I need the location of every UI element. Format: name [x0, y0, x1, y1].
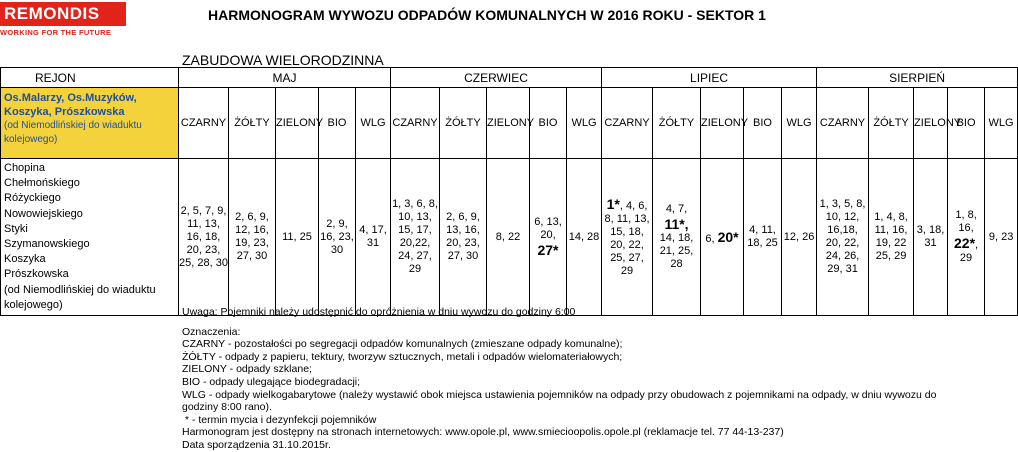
col-wlg: WLG	[782, 88, 817, 159]
month-header-maj: MAJ	[179, 68, 391, 88]
street-group-2	[1, 159, 179, 316]
street-group-1	[1, 88, 179, 159]
street-name: Koszyka	[4, 253, 46, 266]
col-zielony: ZIELONY	[701, 88, 744, 159]
logo-tagline: WORKING FOR THE FUTURE	[0, 28, 112, 37]
note-date: Data sporządzenia 31.10.2015r.	[182, 438, 331, 451]
col-zielony: ZIELONY	[487, 88, 530, 159]
lipiec-czarny-dates-b: , 4, 6, 8, 11, 13, 15, 18, 20, 22, 25, 27, 29	[604, 200, 650, 278]
legend-bio: BIO - odpady ulegające biodegradacji;	[182, 375, 361, 388]
lipiec-zolty-dates	[653, 159, 701, 316]
month-header-lipiec: LIPIEC	[602, 68, 817, 88]
lipiec-zielony-dates-b: 20*	[717, 228, 739, 245]
schedule-row	[1, 159, 1018, 316]
sierpien-wlg-dates: 9, 23	[985, 159, 1018, 316]
note-uwaga: Uwaga: Pojemniki należy udostępnić do opróżnienia w dniu wywozu do godziny 6:00	[182, 306, 576, 318]
month-header-sierpien: SIERPIEŃ	[817, 68, 1018, 88]
czerwiec-wlg-dates: 14, 28	[567, 159, 602, 316]
lipiec-zielony-dates	[701, 159, 744, 316]
col-czarny: CZARNY	[179, 88, 229, 159]
col-zolty: ŻÓŁTY	[653, 88, 701, 159]
czerwiec-bio-dates	[530, 159, 567, 316]
notes-section	[182, 306, 952, 452]
note-info: Harmonogram jest dostępny na stronach internetowych: www.opole.pl, www.smiecioopolis.opole.pl (reklamacje tel. 77 44-13-237)	[182, 426, 784, 439]
lipiec-wlg-dates: 12, 26	[782, 159, 817, 316]
col-wlg: WLG	[356, 88, 391, 159]
header-row-types	[1, 88, 1018, 159]
maj-zolty-dates: 2, 6, 9, 12, 16, 19, 23, 27, 30	[229, 159, 276, 316]
legend-wlg: WLG - odpady wielkogabarytowe (należy wystawić obok miejsca ustawienia pojemników na odpady przy obudowach z pojemnikami na odpady, w dniu wywozu do godziny 8:00 rano).	[182, 388, 937, 414]
legend-zielony: ZIELONY - odpady szklane;	[182, 363, 312, 376]
col-wlg: WLG	[567, 88, 602, 159]
street-name: Szymanowskiego	[4, 238, 90, 251]
sierpien-bio-dates	[948, 159, 985, 316]
sierpien-bio-dates-a: 1, 8, 16,	[955, 209, 977, 235]
header-row-months	[1, 68, 1018, 88]
street-group-1-line1: Os.Malarzy, Os.Muzyków,	[4, 92, 137, 104]
col-bio: BIO	[744, 88, 782, 159]
sierpien-bio-dates-b: 22*	[954, 235, 976, 252]
maj-zielony-dates: 11, 25	[276, 159, 319, 316]
czerwiec-czarny-dates: 1, 3, 6, 8, 10, 13, 15, 17, 20,22, 24, 27, 29	[391, 159, 440, 316]
page-subtitle: ZABUDOWA WIELORODZINNA	[182, 52, 384, 68]
col-bio: BIO	[319, 88, 356, 159]
maj-wlg-dates: 4, 17, 31	[356, 159, 391, 316]
col-zielony: ZIELONY	[914, 88, 948, 159]
street-name: Styki	[4, 222, 28, 235]
lipiec-bio-dates: 4, 11, 18, 25	[744, 159, 782, 316]
czerwiec-bio-dates-b: 27*	[537, 242, 559, 259]
street-name: Różyckiego	[4, 192, 61, 205]
sierpien-bio-dates-c: , 29	[959, 239, 979, 265]
maj-bio-dates: 2, 9, 16, 23, 30	[319, 159, 356, 316]
lipiec-zolty-dates-a: 4, 7,	[665, 203, 688, 216]
page-title: HARMONOGRAM WYWOZU ODPADÓW KOMUNALNYCH W 2016 ROKU - SEKTOR 1	[208, 7, 766, 23]
lipiec-czarny-dates	[602, 159, 653, 316]
street-group-1-line4: kolejowego)	[4, 134, 58, 145]
street-group-1-line2: Koszyka, Prószkowska	[4, 106, 125, 118]
remondis-logo	[0, 2, 172, 38]
street-name: Chopina	[4, 162, 45, 174]
czerwiec-zielony-dates: 8, 22	[487, 159, 530, 316]
czerwiec-bio-dates-a: 6, 13, 20,	[534, 216, 562, 242]
col-bio: BIO	[530, 88, 567, 159]
street-name: Chełmońskiego	[4, 177, 80, 190]
col-czarny: CZARNY	[602, 88, 653, 159]
lipiec-zielony-dates-a: 6,	[705, 232, 718, 245]
col-zielony: ZIELONY	[276, 88, 319, 159]
col-wlg: WLG	[985, 88, 1018, 159]
legend-star: * - termin mycia i dezynfekcji pojemników	[182, 413, 377, 426]
col-zolty: ŻÓŁTY	[869, 88, 914, 159]
street-name: kolejowego)	[4, 298, 63, 311]
street-name: Nowowiejskiego	[4, 207, 83, 220]
legend-czarny: CZARNY - pozostałości po segregacji odpadów komunalnych (zmieszane odpady komunalne);	[182, 338, 623, 351]
col-bio: BIO	[948, 88, 985, 159]
sierpien-zielony-dates: 3, 18, 31	[914, 159, 948, 316]
sierpien-czarny-dates: 1, 3, 5, 8, 10, 12, 16,18, 20, 22, 24, 26, 29, 31	[817, 159, 869, 316]
lipiec-czarny-dates-a: 1*	[606, 196, 620, 213]
lipiec-zolty-dates-b: 11*,	[664, 216, 689, 233]
col-czarny: CZARNY	[817, 88, 869, 159]
czerwiec-zolty-dates: 2, 6, 9, 13, 16, 20, 23, 27, 30	[440, 159, 487, 316]
month-header-czerwiec: CZERWIEC	[391, 68, 602, 88]
schedule-table	[0, 67, 1018, 316]
col-zolty: ŻÓŁTY	[229, 88, 276, 159]
region-header: REJON	[1, 68, 179, 88]
street-group-1-line3: (od Niemodlińskiej do wiaduktu	[4, 120, 142, 131]
col-czarny: CZARNY	[391, 88, 440, 159]
legend-title: Oznaczenia:	[182, 325, 241, 338]
street-name: (od Niemodlińskiej do wiaduktu	[4, 283, 156, 296]
legend-zolty: ŻÓŁTY - odpady z papieru, tektury, tworzyw sztucznych, metali i odpadów wielomateriałowych;	[182, 350, 623, 363]
lipiec-zolty-dates-c: 14, 18, 21, 25, 28	[659, 232, 694, 271]
street-name: Prószkowska	[4, 268, 69, 281]
maj-czarny-dates: 2, 5, 7, 9, 11, 13, 16, 18, 20, 23, 25, 28, 30	[179, 159, 229, 316]
sierpien-zolty-dates: 1, 4, 8, 11, 16, 19, 22 25, 29	[869, 159, 914, 316]
col-zolty: ŻÓŁTY	[440, 88, 487, 159]
logo-name: REMONDIS	[0, 2, 126, 26]
